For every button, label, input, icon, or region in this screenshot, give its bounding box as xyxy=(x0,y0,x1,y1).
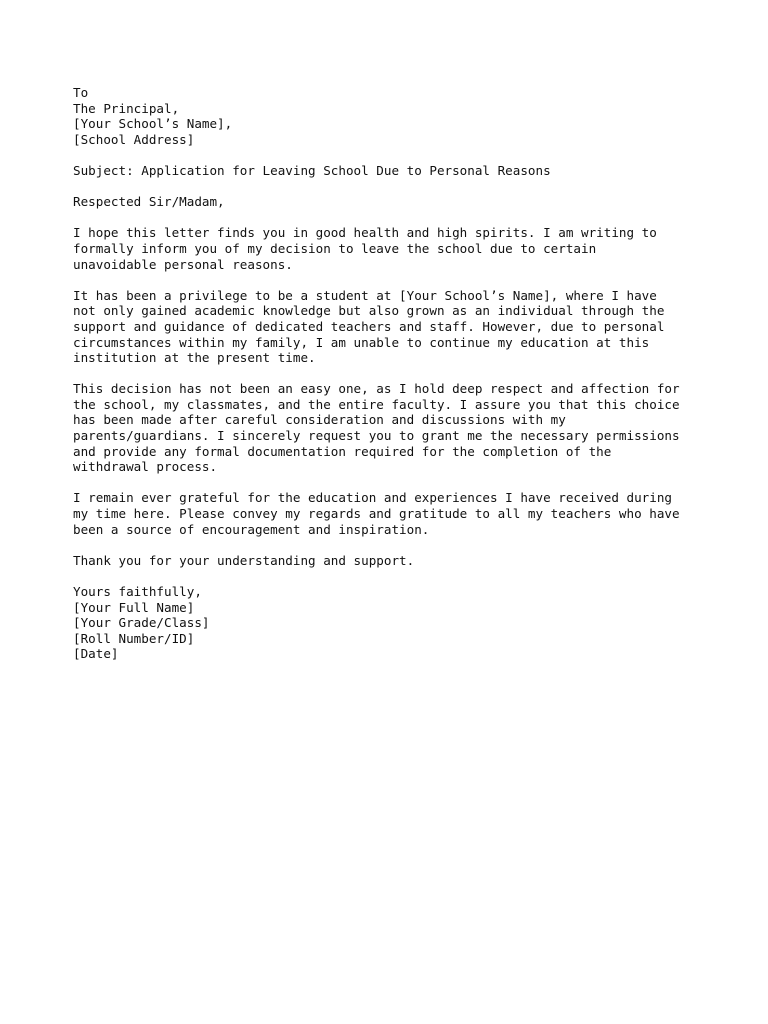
closing-line: Yours faithfully, xyxy=(73,584,202,599)
closing-signature xyxy=(73,584,713,662)
paragraph-line: formally inform you of my decision to leave the school due to certain xyxy=(73,240,597,256)
salutation xyxy=(73,194,713,210)
paragraph-line: has been made after careful consideration and discussions with my xyxy=(73,412,566,428)
paragraph-line: parents/guardians. I sincerely request you to grant me the necessary permissions xyxy=(73,428,680,444)
paragraph-line: and provide any formal documentation required for the completion of the xyxy=(73,443,612,459)
salutation-text: Respected Sir/Madam, xyxy=(73,194,225,210)
closing-line: [Your Full Name] xyxy=(73,599,195,615)
subject-line xyxy=(73,163,713,179)
recipient-address xyxy=(73,85,713,147)
closing-line: [Date] xyxy=(73,646,119,662)
body-paragraph xyxy=(73,381,713,475)
address-line: [School Address] xyxy=(73,131,195,147)
closing-line: [Your Grade/Class] xyxy=(73,615,210,631)
body-paragraph xyxy=(73,288,713,366)
paragraph-line: withdrawal process. xyxy=(73,459,218,475)
paragraph-line: This decision has not been an easy one, as I hold deep respect and affection for xyxy=(73,381,680,397)
paragraph-line: I hope this letter finds you in good health and high spirits. I am writing to xyxy=(73,225,657,241)
letter-document xyxy=(73,85,713,678)
paragraph-line: the school, my classmates, and the entire faculty. I assure you that this choice xyxy=(73,396,680,412)
paragraph-line: circumstances within my family, I am unable to continue my education at this xyxy=(73,334,650,350)
body-paragraph xyxy=(73,225,713,272)
body-paragraph xyxy=(73,490,713,537)
subject-text: Subject: Application for Leaving School Due to Personal Reasons xyxy=(73,162,551,178)
address-line: The Principal, xyxy=(73,100,180,116)
paragraph-line: I remain ever grateful for the education and experiences I have received during xyxy=(73,490,672,506)
paragraph-line: been a source of encouragement and inspiration. xyxy=(73,521,430,537)
paragraph-line: It has been a privilege to be a student at [Your School’s Name], where I have xyxy=(73,287,657,303)
paragraph-line: not only gained academic knowledge but also grown as an individual through the xyxy=(73,303,665,319)
address-line: [Your School’s Name], xyxy=(73,116,233,132)
paragraph-line: my time here. Please convey my regards and gratitude to all my teachers who have xyxy=(73,506,680,522)
closing-line: [Roll Number/ID] xyxy=(73,630,195,646)
address-line: To xyxy=(73,85,89,100)
paragraph-line: support and guidance of dedicated teachers and staff. However, due to personal xyxy=(73,318,665,334)
body-paragraph xyxy=(73,553,713,569)
paragraph-line: Thank you for your understanding and support. xyxy=(73,552,415,568)
paragraph-line: institution at the present time. xyxy=(73,350,316,366)
paragraph-line: unavoidable personal reasons. xyxy=(73,256,293,272)
